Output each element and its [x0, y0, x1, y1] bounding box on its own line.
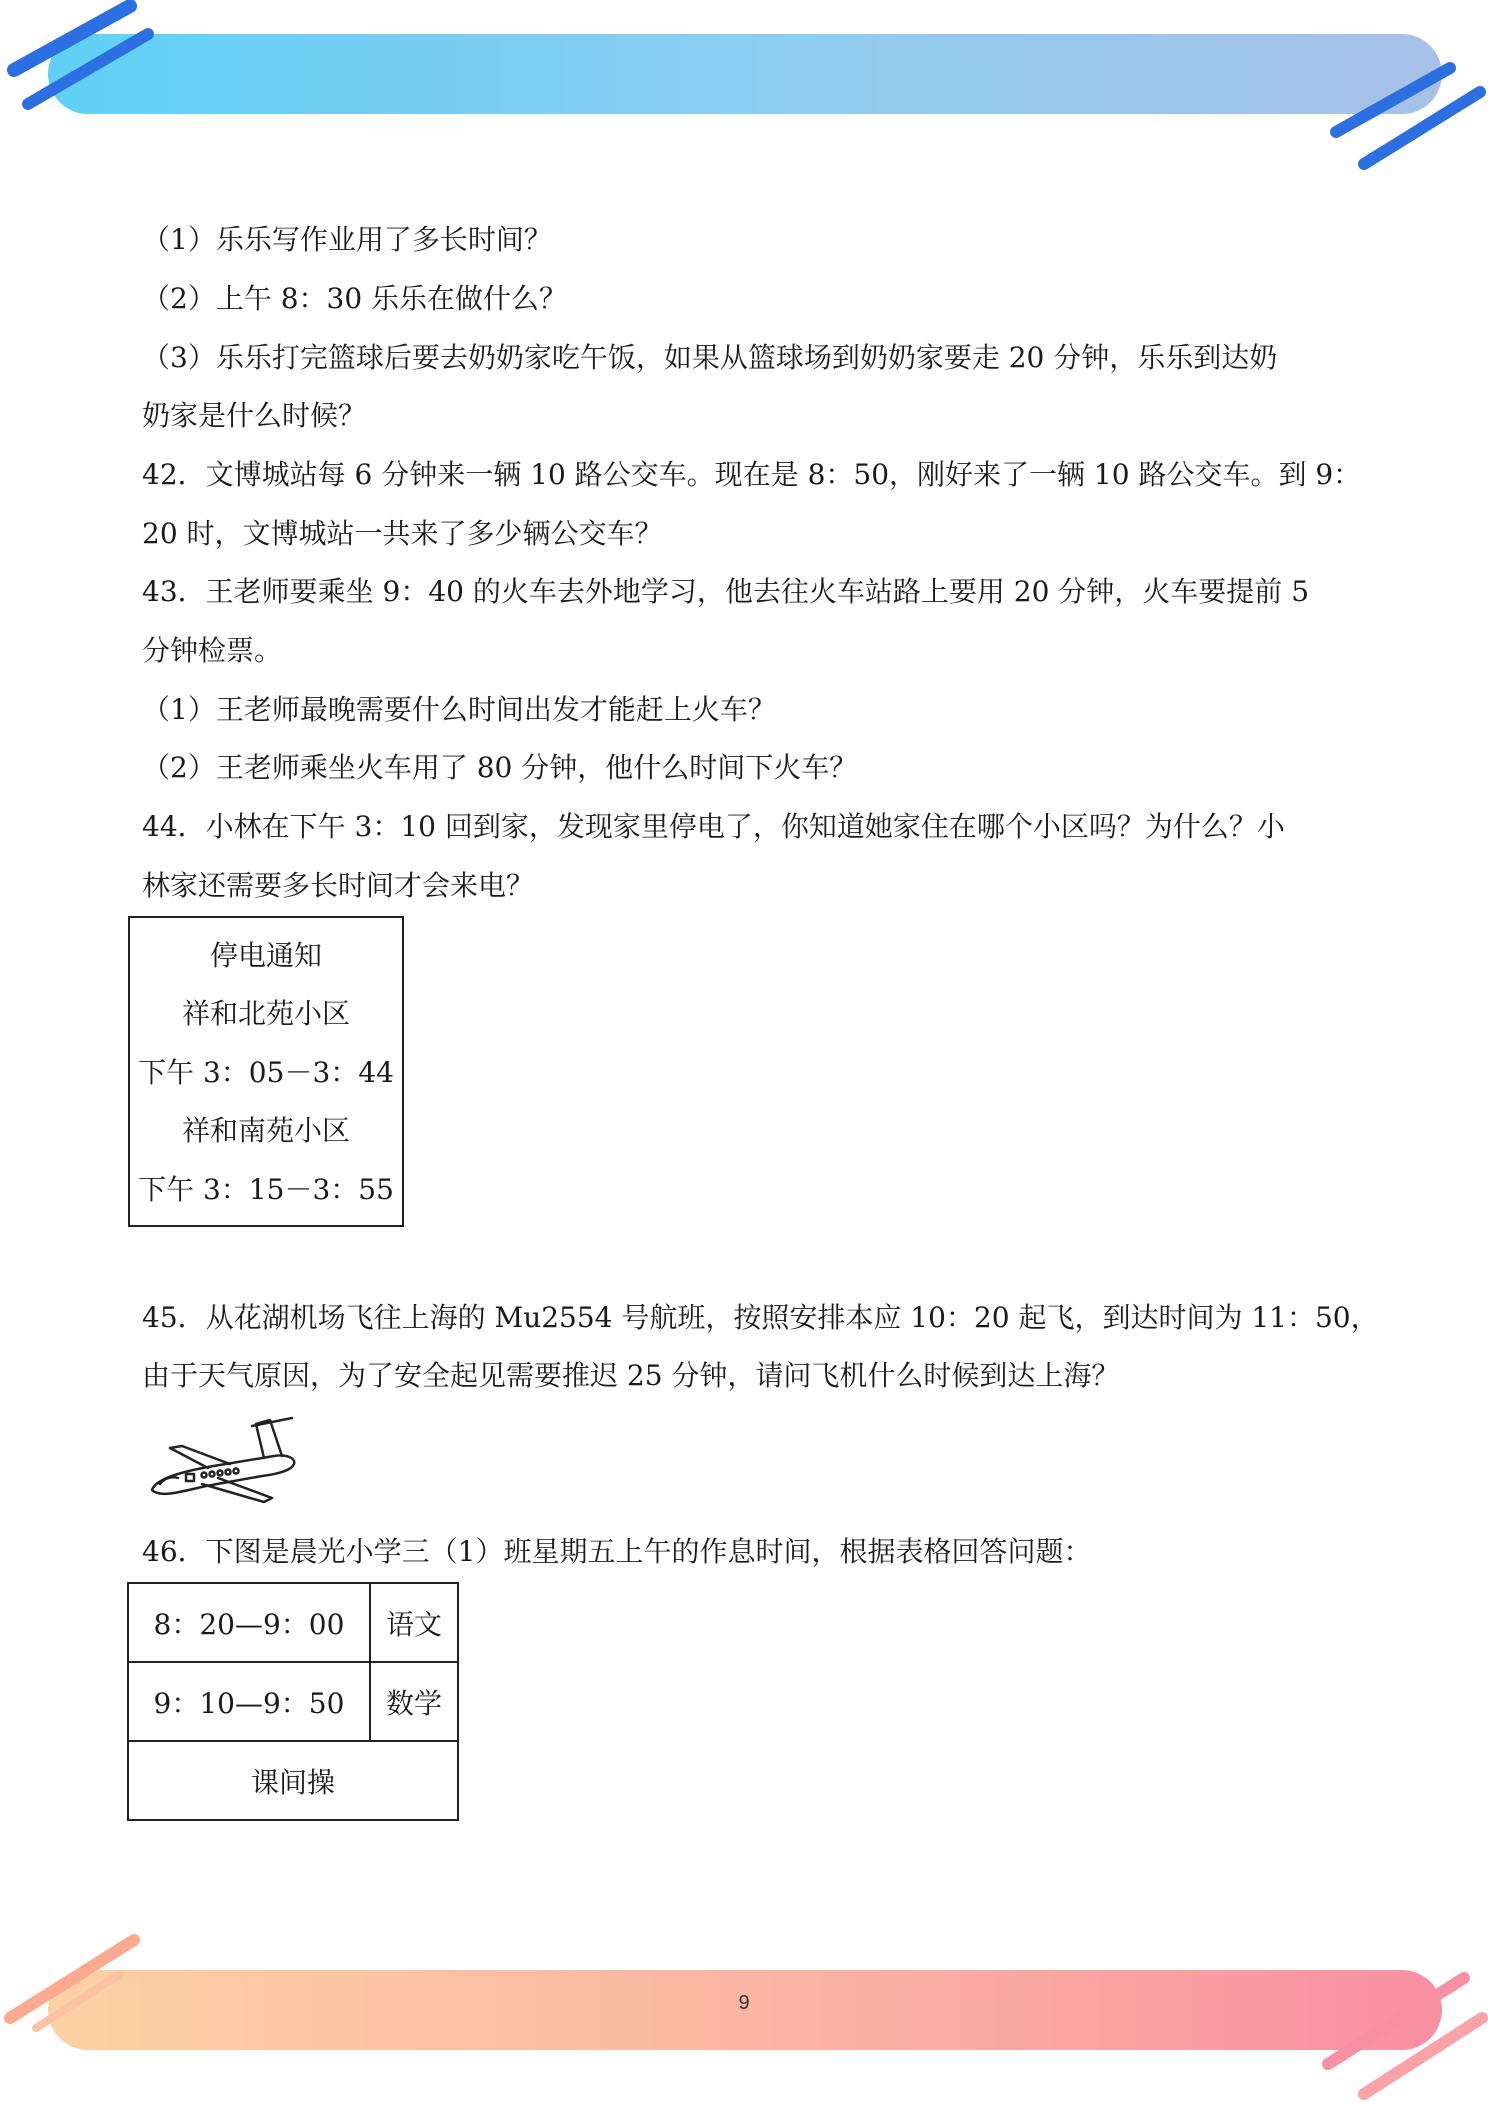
table-row — [128, 1583, 458, 1662]
q43-line2: 分钟检票。 — [142, 634, 283, 667]
schedule-subject: 语文 — [370, 1583, 458, 1662]
notice-title: 停电通知 — [209, 939, 322, 972]
power-outage-notice — [128, 916, 404, 1227]
schedule-footer: 课间操 — [128, 1741, 458, 1820]
q43-sub2: （2）王老师乘坐火车用了 80 分钟，他什么时间下火车？ — [142, 751, 858, 784]
airplane-icon — [146, 1412, 306, 1512]
q41-sub1: （1）乐乐写作业用了多长时间？ — [142, 223, 552, 256]
footer-stripes-left — [0, 1920, 170, 2040]
q42-line2: 20 时，文博城站一共来了多少辆公交车？ — [142, 517, 663, 550]
q42-line1: 42．文博城站每 6 分钟来一辆 10 路公交车。现在是 8：50，刚好来了一辆 10 路公交车。到 9： — [142, 458, 1362, 491]
footer-stripes-right — [1318, 1968, 1488, 2104]
notice-time-south: 下午 3：15－3：55 — [138, 1173, 394, 1206]
schedule-table — [127, 1582, 459, 1821]
header-banner — [48, 34, 1442, 114]
header-stripes-left — [0, 0, 170, 120]
q43-line1: 43．王老师要乘坐 9：40 的火车去外地学习，他去往火车站路上要用 20 分钟，火车要提前 5 — [142, 575, 1310, 608]
notice-area-south: 祥和南苑小区 — [181, 1114, 350, 1147]
q41-sub3-line1: （3）乐乐打完篮球后要去奶奶家吃午饭，如果从篮球场到奶奶家要走 20 分钟，乐乐到达奶 — [142, 341, 1278, 374]
q45-line1: 45．从花湖机场飞往上海的 Mu2554 号航班，按照安排本应 10：20 起飞，到达时间为 11：50， — [142, 1301, 1379, 1334]
header-stripes-right — [1320, 40, 1488, 180]
page-number: 9 — [738, 1992, 750, 2014]
q43-sub1: （1）王老师最晚需要什么时间出发才能赶上火车？ — [142, 693, 776, 726]
q44-line2: 林家还需要多长时间才会来电？ — [142, 869, 535, 902]
q41-sub3-line2: 奶家是什么时候？ — [142, 399, 367, 432]
schedule-time: 9：10—9：50 — [128, 1662, 370, 1741]
q45-line2: 由于天气原因，为了安全起见需要推迟 25 分钟，请问飞机什么时候到达上海？ — [142, 1359, 1120, 1392]
q44-line1: 44．小林在下午 3：10 回到家，发现家里停电了，你知道她家住在哪个小区吗？为什么？小 — [142, 810, 1285, 843]
schedule-time: 8：20—9：00 — [128, 1583, 370, 1662]
q41-sub2: （2）上午 8：30 乐乐在做什么？ — [142, 282, 568, 315]
notice-time-north: 下午 3：05－3：44 — [138, 1056, 394, 1089]
notice-area-north: 祥和北苑小区 — [181, 997, 350, 1030]
q46-line: 46．下图是晨光小学三（1）班星期五上午的作息时间，根据表格回答问题： — [142, 1535, 1092, 1568]
schedule-subject: 数学 — [370, 1662, 458, 1741]
table-row — [128, 1662, 458, 1741]
table-row — [128, 1741, 458, 1820]
